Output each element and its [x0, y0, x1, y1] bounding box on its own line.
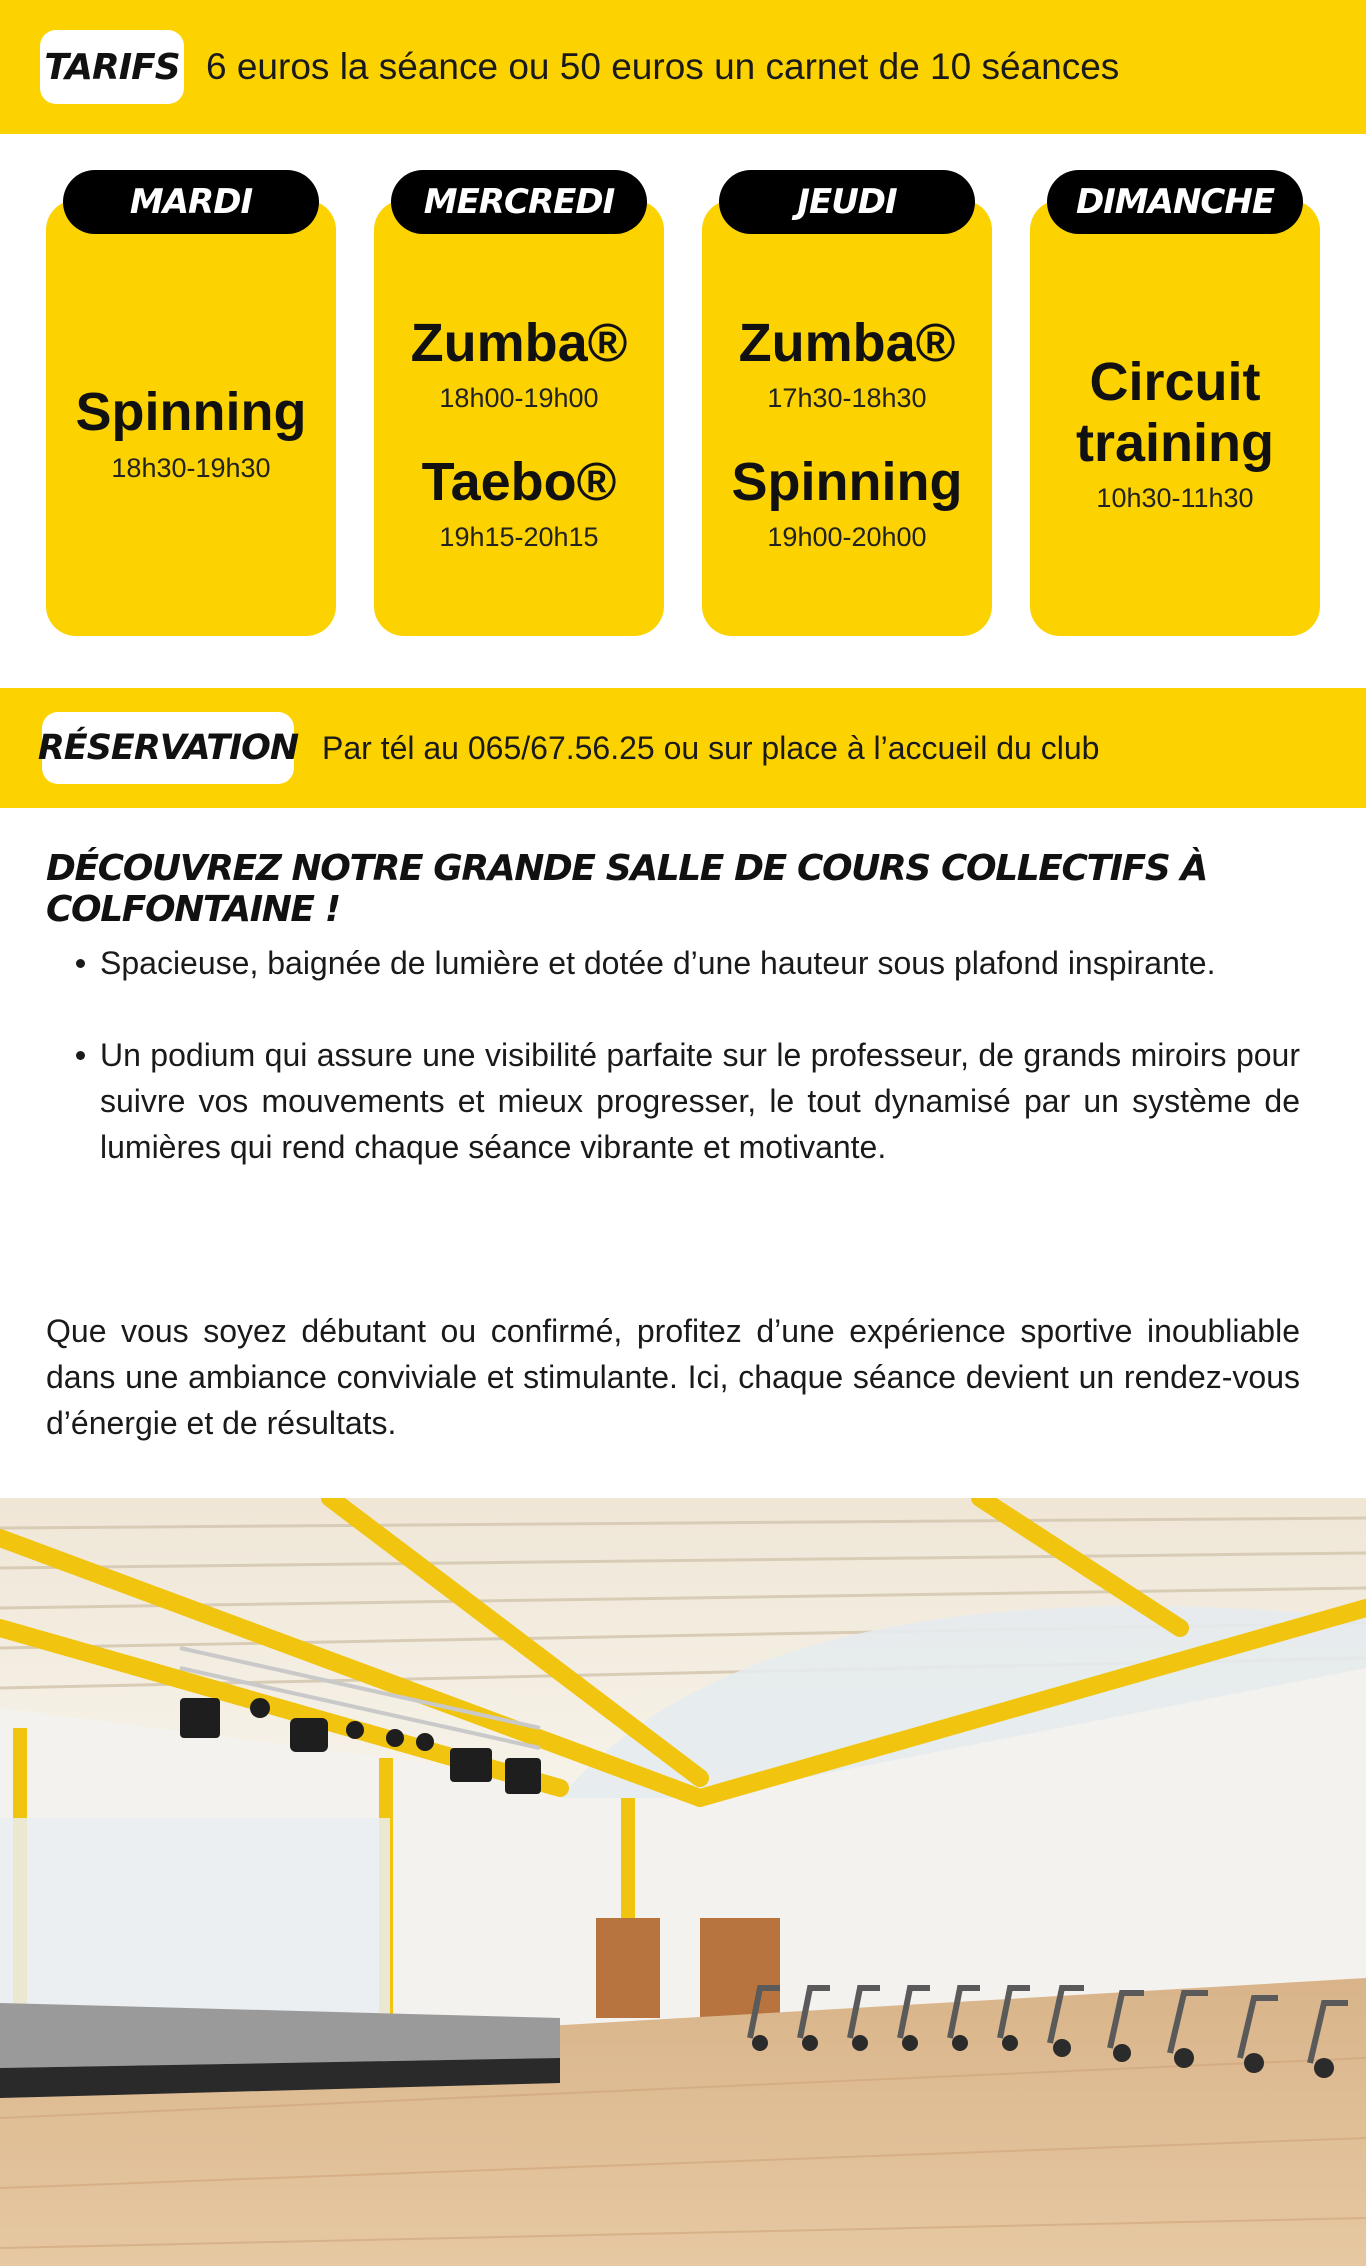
day-card-jeudi	[702, 200, 992, 636]
list-item-text: Spacieuse, baignée de lumière et dotée d’une hauteur sous plafond inspirante.	[100, 945, 1216, 981]
session-name: Circuit training	[1076, 352, 1274, 473]
session-time: 17h30-18h30	[767, 383, 927, 413]
session-time: 19h00-20h00	[767, 522, 927, 553]
bullet-dot-icon	[76, 959, 85, 968]
section-headline: DÉCOUVREZ NOTRE GRANDE SALLE DE COURS COLLECTIFS À COLFONTAINE !	[46, 848, 1207, 930]
session-name: Spinning	[75, 382, 307, 443]
reservation-text: Par tél au 065/67.56.25 ou sur place à l’accueil du club	[322, 729, 1100, 766]
list-item-text: Un podium qui assure une visibilité parfaite sur le professeur, de grands miroirs pour suivre vos mouvements et mieux progresser, le tout dynamisé par un système de lumières qui rend chaque séance vibrante et motivante.	[100, 1037, 1300, 1165]
bullet-dot-icon	[76, 1051, 85, 1060]
session-time: 10h30-11h30	[1096, 482, 1254, 513]
day-label-mercredi: MERCREDI	[391, 170, 647, 234]
day-card-dimanche	[1030, 200, 1320, 636]
session-time: 19h15-20h15	[439, 522, 599, 553]
studio-photo	[0, 1498, 1366, 2266]
day-label-mardi: MARDI	[63, 170, 319, 234]
list-item	[46, 1032, 1300, 1170]
session-name: Spinning	[731, 452, 963, 512]
weekly-schedule	[0, 170, 1366, 640]
day-label-jeudi: JEUDI	[719, 170, 975, 234]
tarifs-banner	[0, 0, 1366, 134]
session-name: Zumba®	[410, 312, 628, 373]
day-card-mardi	[46, 200, 336, 636]
session-time: 18h30-19h30	[111, 452, 271, 483]
feature-list	[46, 940, 1300, 1170]
day-label-dimanche: DIMANCHE	[1047, 170, 1303, 234]
session-name: Zumba®	[738, 312, 956, 373]
intro-paragraph: Que vous soyez débutant ou confirmé, profitez d’une expérience sportive inoubliable dans une ambiance conviviale et stimulante. Ici, chaque séance devient un rendez-vous d’énergie et de résultats.	[46, 1313, 1300, 1441]
list-item	[46, 940, 1300, 986]
reservation-label: RÉSERVATION	[42, 712, 294, 784]
reservation-banner	[0, 688, 1366, 808]
session-name: Taebo®	[421, 452, 617, 512]
tarifs-label: TARIFS	[40, 30, 184, 104]
day-card-mercredi	[374, 200, 664, 636]
session-time: 18h00-19h00	[439, 383, 599, 413]
tarifs-text: 6 euros la séance ou 50 euros un carnet de 10 séances	[206, 46, 1120, 87]
